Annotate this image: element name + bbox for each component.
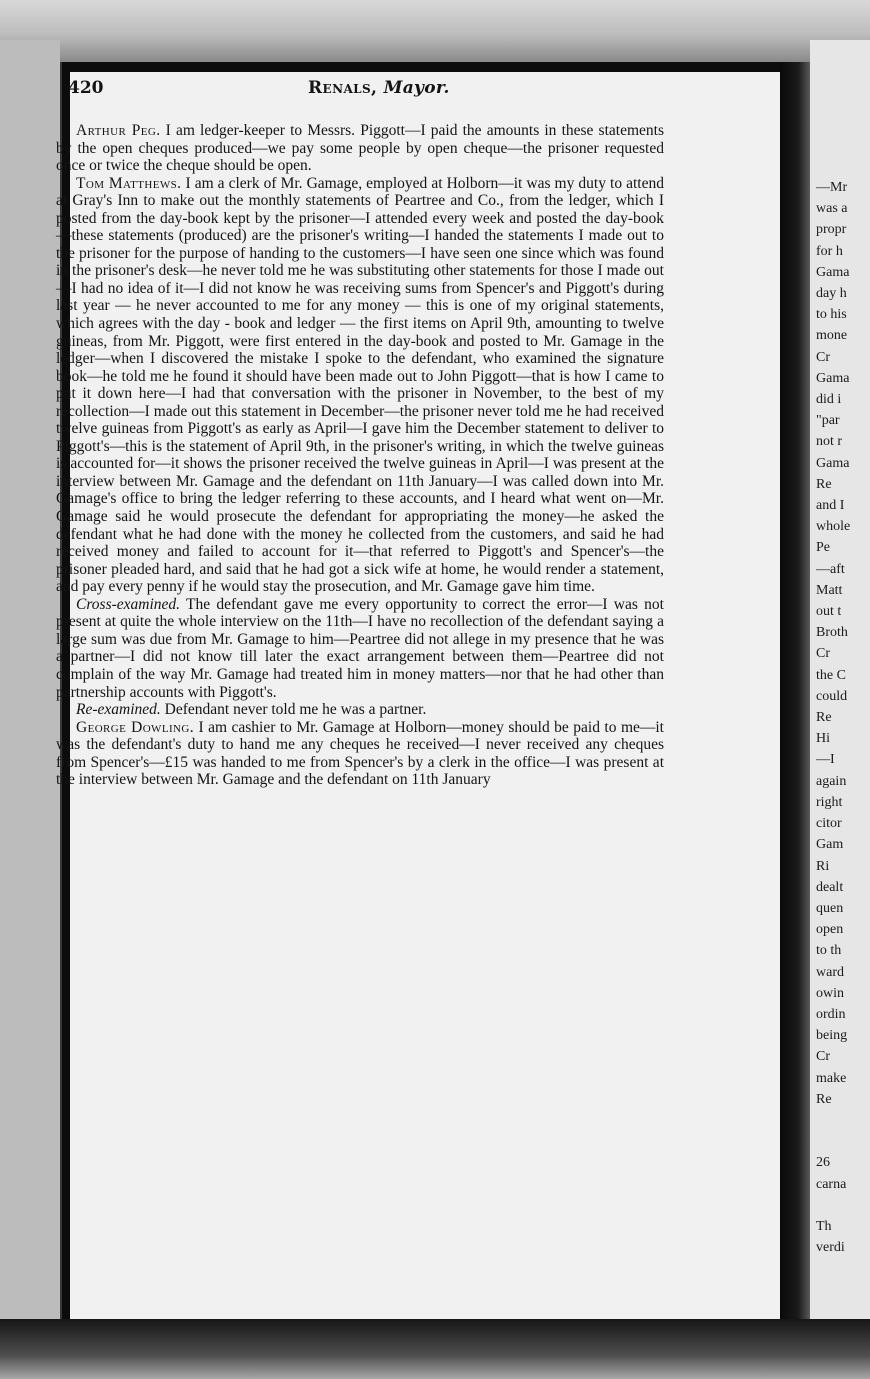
book-gutter <box>780 62 810 1330</box>
facing-page-line: Re <box>816 1091 832 1107</box>
paragraph-re-examined <box>56 701 664 719</box>
facing-page-line: Pe <box>816 540 830 556</box>
scan-top-margin <box>0 0 870 62</box>
facing-page-line: and I <box>816 498 845 514</box>
facing-page-line: ward <box>816 964 844 980</box>
facing-page-line: mone <box>816 328 848 344</box>
facing-page-line: Gama <box>816 455 850 471</box>
facing-page-line: ordin <box>816 1006 846 1022</box>
body-text <box>56 122 664 789</box>
paragraph-text: I am a clerk of Mr. Gamage, employed at Holborn—it was my duty to attend at Gray's Inn to make out the monthly statements of Peartree and Co., from the ledger, which I posted from the day-book kept by the prisoner—I attended every week and posted the day-book—these statements (produced) are the prisoner's writing—I handed the statements I made out to the prisoner for the purpose of handing to the customers—I have seen one since which was found in the prisoner's desk—he never told me he was substituting other statements for those I made out—I had no idea of it—I did not know he was receiving sums from Spencer's and Piggott's during last year — he never accounted to me for any money — this is one of my original statements, which agrees with the day - book and ledger — the first items on April 9th, amounting to twelve guineas, from Mr. Piggott, were first entered in the day-book and posted to Mr. Gamage in the ledger—when I discovered the mistake I spoke to the defendant, who examined the signature book—he told me he found it should have been made out to John Piggott—that is how I came to put it down here—I had that conversation with the prisoner in November, to the best of my recollection—I made out this statement in December—the prisoner never told me he had received twelve guineas from Piggott's as early as April—I gave him the December statement to deliver to Piggott's—this is the statement of April 9th, in the prisoner's writing, in which the twelve guineas is accounted for—it shows the prisoner received the twelve guineas in April—I was present at the interview between Mr. Gamage and the defendant on 11th January—I was called down into Mr. Gamage's office to bring the ledger referring to these accounts, and I heard what went on—Mr. Gamage said he would prosecute the defendant for appropriating the money—he asked the defendant what he had done with the money he collected from the customers, and said he had received money and failed to account for it—that referred to Piggott's and Spencer's—the prisoner pleaded hard, and said that he had got a sick wife at home, he would render a statement, and pay every penny if he would stay the prosecution, and Mr. Gamage gave him time. <box>56 174 664 596</box>
facing-page-line: Ri <box>816 858 830 874</box>
facing-page-line: to th <box>816 943 842 959</box>
speaker-name: Arthur Peg. <box>76 122 161 139</box>
facing-page-line: Cr <box>816 646 830 662</box>
facing-page-line: did i <box>816 392 842 408</box>
facing-page-line: for h <box>816 243 843 259</box>
facing-page-line: Gama <box>816 370 850 386</box>
paragraph-text: I am ledger-keeper to Messrs. Piggott—I paid the amounts in these statements by the open cheques produced—we pay some people by open cheque—the prisoner requested once or twice the cheque should be open. <box>56 122 664 175</box>
page-number: 420 <box>68 78 104 98</box>
facing-page-line: again <box>816 773 847 789</box>
facing-page-line: citor <box>816 816 842 832</box>
paragraph-text: Defendant never told me he was a partner. <box>160 701 427 719</box>
paragraph-george-dowling <box>56 719 664 789</box>
facing-page-lines <box>816 177 870 1258</box>
facing-page-line: Re <box>816 476 832 492</box>
speaker-name: Tom Matthews. <box>76 174 182 192</box>
paragraph-cross-examined <box>56 596 664 701</box>
facing-page-line: make <box>816 1070 847 1086</box>
facing-page-line: right <box>816 794 843 810</box>
facing-page-line: Cr <box>816 1049 830 1065</box>
facing-page-line: verdi <box>816 1240 845 1256</box>
facing-page-line: Cr <box>816 349 830 365</box>
facing-page-line: to his <box>816 307 847 323</box>
paragraph-tom-matthews <box>56 175 664 596</box>
facing-page-line: whole <box>816 519 851 535</box>
facing-page-line: —aft <box>816 561 845 577</box>
title-name: Renals, <box>308 78 378 98</box>
facing-page-line: quen <box>816 900 844 916</box>
facing-page-line: was a <box>816 201 848 217</box>
page-title <box>308 78 450 98</box>
facing-page-line: not r <box>816 434 843 450</box>
facing-page-line: dealt <box>816 879 844 895</box>
scan-bottom-margin <box>0 1319 870 1379</box>
facing-page-line: Gama <box>816 264 850 280</box>
facing-page-line: —I <box>816 752 835 768</box>
facing-page-line <box>816 1195 870 1216</box>
facing-page-line: Broth <box>816 625 848 641</box>
facing-page-line: Matt <box>816 582 843 598</box>
facing-page-line: Hi <box>816 731 830 747</box>
facing-page-line: being <box>816 1028 848 1044</box>
facing-page-line: owin <box>816 985 844 1001</box>
facing-page-line: could <box>816 688 848 704</box>
paragraph-text: The defendant gave me every opportunity to correct the error—I was not present at quite the whole interview on the 11th—I have no recollection of the defendant saying a large sum was due from Mr. Gamage to him—Peartree did not allege in my presence that he was a partner—I did not know till later the exact arrangement between them—Peartree did not complain of the way Mr. Gamage had treated him in money matters—nor that he had other than partnership accounts with Piggott's. <box>56 595 664 701</box>
scan-left-margin <box>0 40 60 1340</box>
facing-page-line: the C <box>816 667 846 683</box>
facing-page-line: open <box>816 922 844 938</box>
title-role: Mayor. <box>383 78 450 98</box>
paragraph-text: I am cashier to Mr. Gamage at Holborn—money should be paid to me—it was the defendant's duty to hand me any cheques he received—I never received any cheques from Spencer's—£15 was handed to me from Spencer's by a clerk in the office—I was present at the interview between Mr. Gamage and the defendant on 11th January <box>56 718 664 789</box>
section-label: Cross-examined. <box>76 595 181 613</box>
facing-page-line: carna <box>816 1176 847 1192</box>
facing-page-line: day h <box>816 286 847 302</box>
facing-page-line: Re <box>816 710 832 726</box>
speaker-name: George Dowling. <box>76 718 194 736</box>
section-label: Re-examined. <box>76 701 161 719</box>
facing-page-line: 26 <box>816 1155 830 1171</box>
facing-page-line: Th <box>816 1218 832 1234</box>
facing-page-line: out t <box>816 604 842 620</box>
running-head <box>68 78 708 100</box>
facing-page-line <box>816 1131 870 1152</box>
facing-page-line: Gam <box>816 837 844 853</box>
facing-page-line: "par <box>816 413 840 429</box>
facing-page-line: propr <box>816 222 847 238</box>
facing-page-line <box>816 1110 870 1131</box>
paragraph-arthur-peg <box>56 122 664 175</box>
facing-page-fragment <box>810 40 870 1340</box>
facing-page-line: —Mr <box>816 180 848 195</box>
